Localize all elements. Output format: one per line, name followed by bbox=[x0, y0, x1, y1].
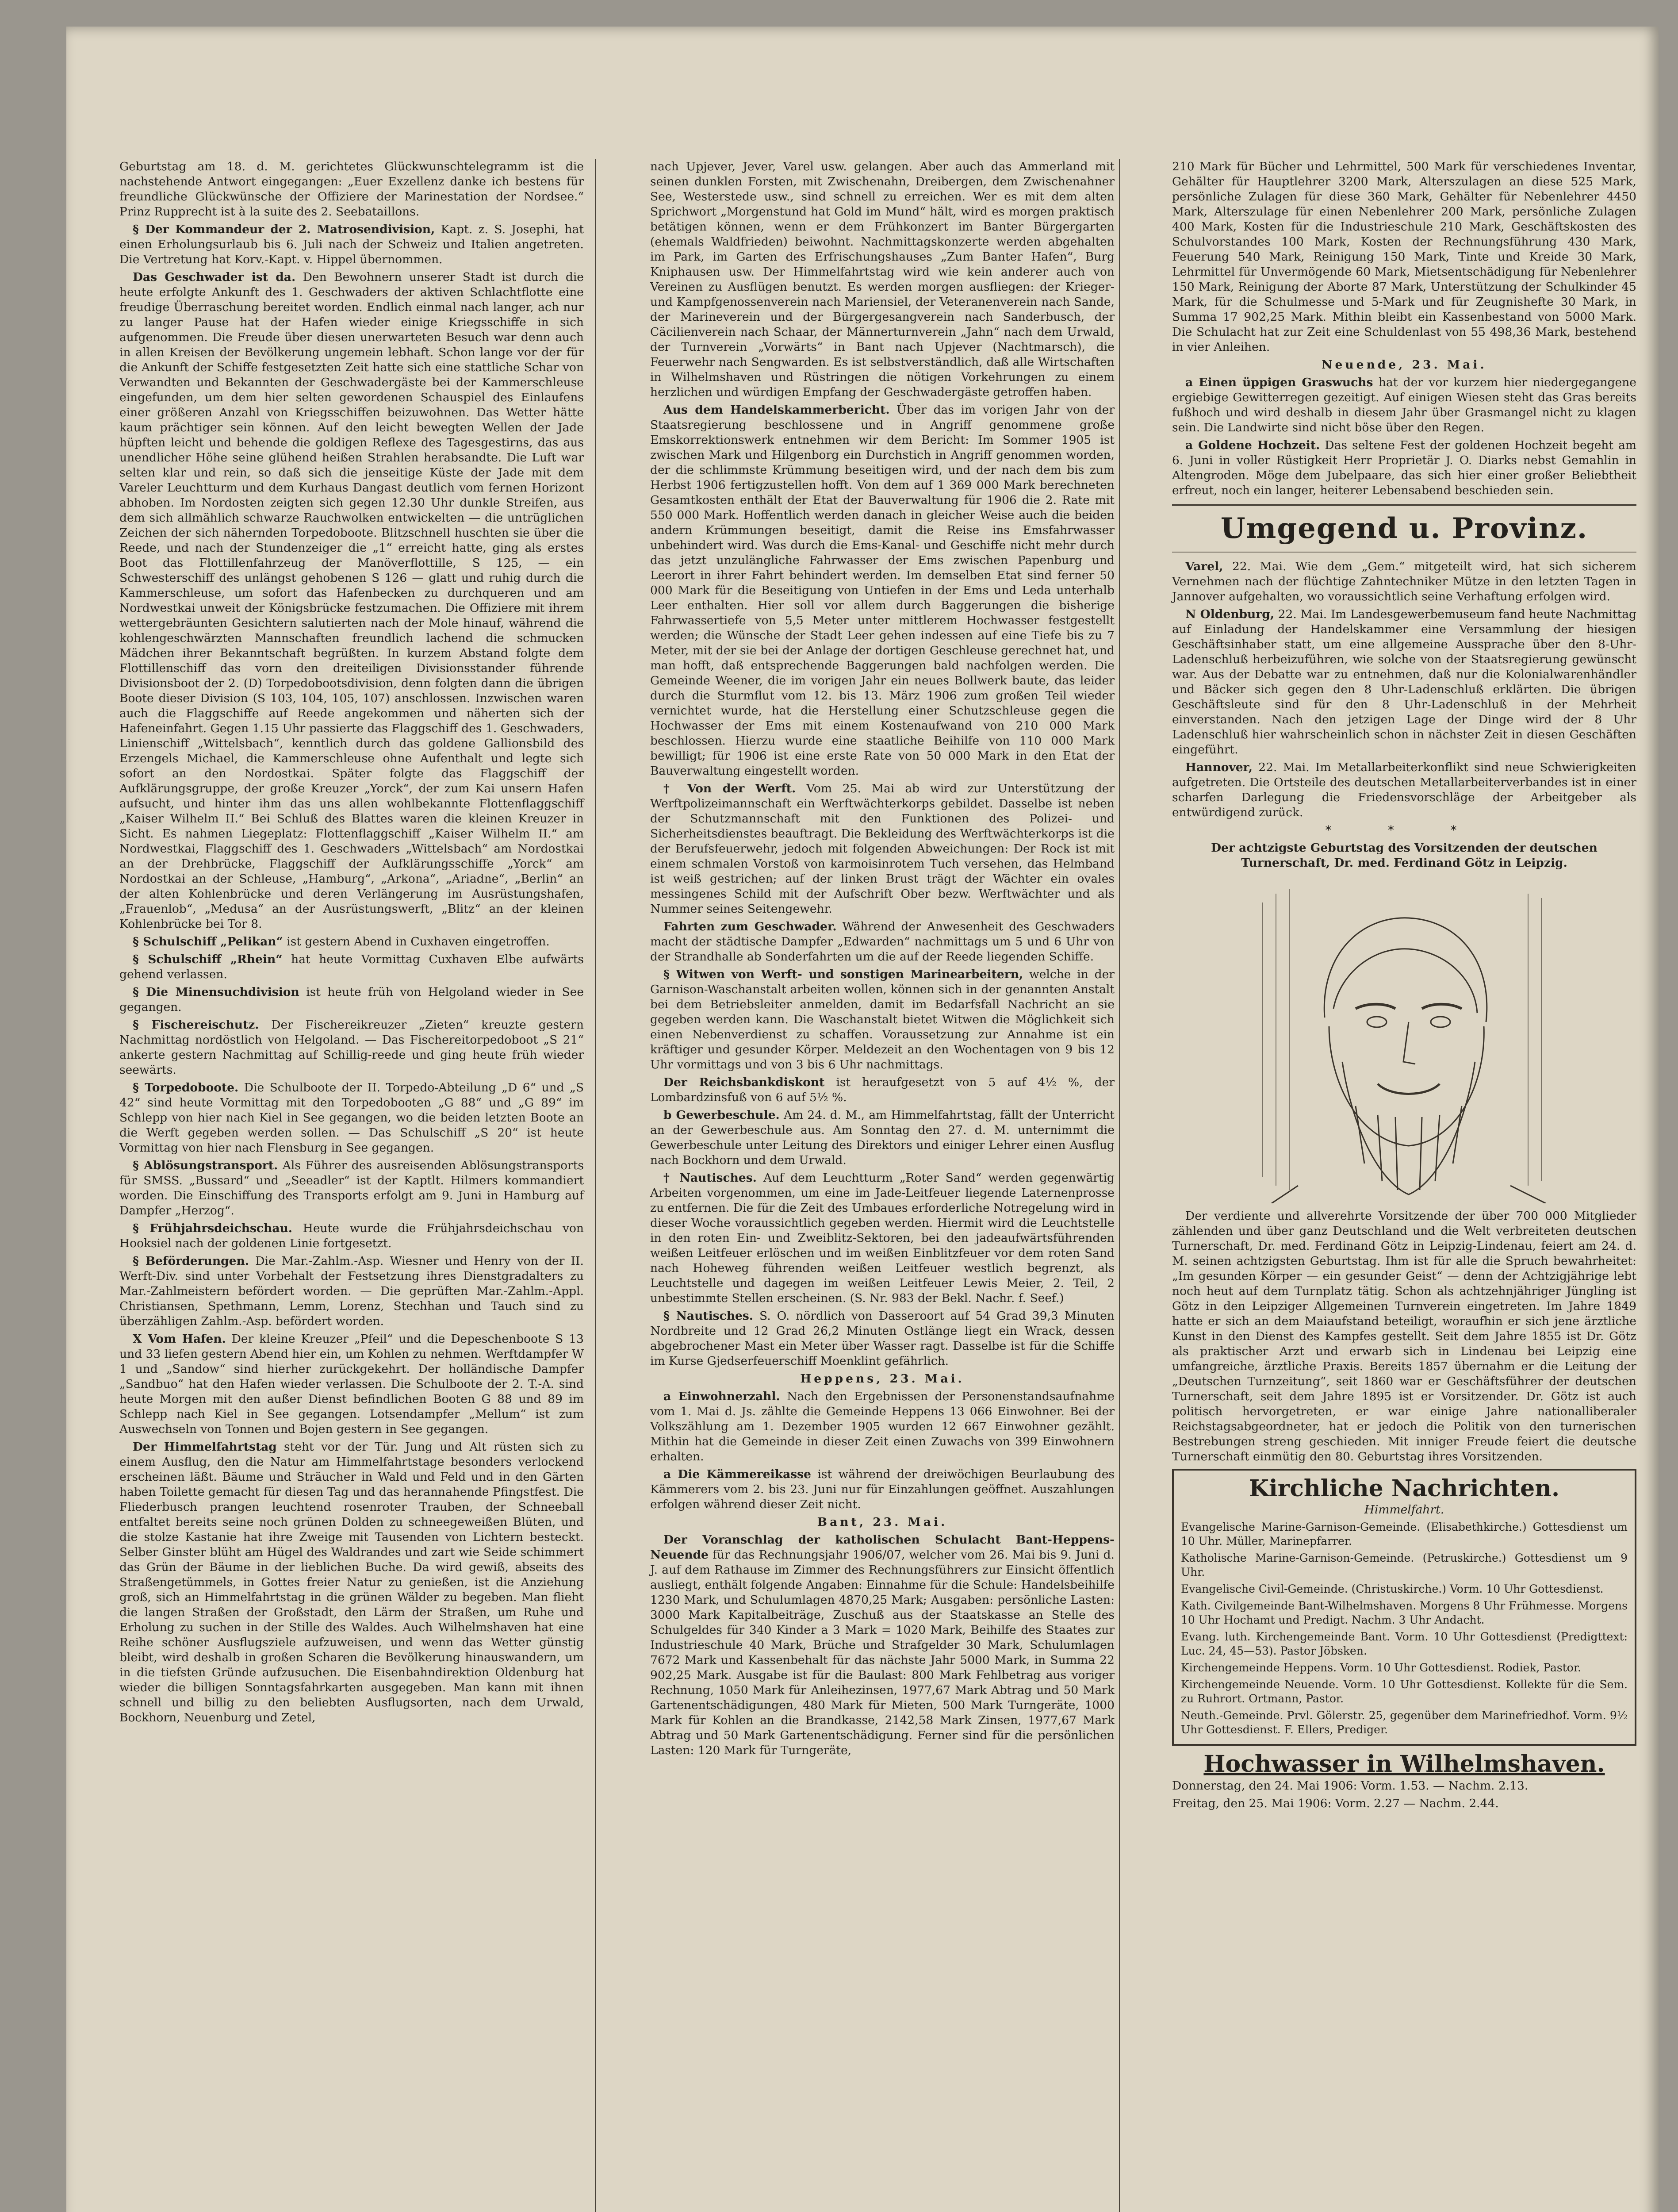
church-notice-item: Kath. Civilgemeinde Bant-Wilhelmshaven. Morgens 8 Uhr Frühmesse. Morgens 10 Uhr Hochamt und Predigt. Nachm. 3 Uhr Andacht. bbox=[1181, 1599, 1628, 1626]
article-body: Der kleine Kreuzer „Pfeil“ und die Depeschenboote S 13 und 33 liefen gestern Abend hier ein, um Kohlen zu nehmen. Werftdampfer W 1 und „Sandow“ sind hierher zurückgekehrt. Der holländische Dampfer „Sandbuo“ hat den Hafen wieder verlassen. Die Schulboote der 2. T.-A. sind heute Morgen mit den außer Dienst befindlichen Booten G 88 und 89 im Schlepp nach Kiel in See gegangen. Lotsendampfer „Mellum“ ist zum Auswechseln von Tonnen und Bojen gestern in See gegangen. bbox=[119, 1332, 584, 1436]
article-headline: § Fischereischutz. bbox=[133, 1018, 259, 1032]
article-body: hat heute Vormittag Cuxhaven Elbe aufwärts gehend verlassen. bbox=[119, 952, 584, 981]
article-headline: § Der Kommandeur der 2. Matrosendivision, bbox=[133, 223, 435, 236]
article-hafen bbox=[119, 1332, 584, 1437]
church-notice-item: Kirchengemeinde Heppens. Vorm. 10 Uhr Gottesdienst. Rodiek, Pastor. bbox=[1181, 1661, 1581, 1674]
article-body: Während der Anwesenheit des Geschwaders macht der städtische Dampfer „Edwarden“ nachmittags um 5 und 6 Uhr von der Strandhalle ab Sonderfahrten um die auf der Reede liegenden Schiffe. bbox=[650, 920, 1115, 964]
dateline-bant: Bant, 23. Mai. bbox=[817, 1515, 948, 1529]
article-body: 22. Mai. Im Metallarbeiterkonflikt sind neue Schwierigkeiten aufgetreten. Die Ortsteile des deutschen Metallarbeiterverbandes ist in einer scharfen Darlegung die Friedensvorschläge der Arbeitgeber als entwürdigend zurück. bbox=[1172, 760, 1636, 819]
column-2 bbox=[650, 159, 1115, 1761]
portrait-engraving bbox=[1245, 876, 1563, 1203]
article-body: welche in der Garnison-Waschanstalt arbeiten wollen, können sich in der genannten Anstalt bei dem Betriebsleiter anmelden, damit im Bedarfsfall Nachricht an sie gegeben werden kann. Die Waschanstalt bietet Witwen die Möglichkeit sich einen Nebenverdienst zu schaffen. Voraussetzung zur Annahme ist ein kräftiger und gesunder Körper. Meldezeit an den Wochentagen von 9 bis 12 Uhr vormittags und von 3 bis 6 Uhr nachmittags. bbox=[650, 968, 1115, 1071]
high-water-line: Donnerstag, den 24. Mai 1906: Vorm. 1.53. — Nachm. 2.13. bbox=[1172, 1779, 1529, 1793]
article-headline: X Vom Hafen. bbox=[133, 1332, 226, 1346]
article-body: ist heute früh von Helgoland wieder in See gegangen. bbox=[119, 985, 584, 1014]
article-body: Heute wurde die Frühjahrsdeichschau von Hooksiel nach der goldenen Linie fortgesetzt. bbox=[119, 1221, 584, 1250]
church-notice-item: Katholische Marine-Garnison-Gemeinde. (Petruskirche.) Gottesdienst um 9 Uhr. bbox=[1181, 1551, 1628, 1578]
church-notices-box bbox=[1172, 1469, 1636, 1746]
section-heading: Umgegend u. Provinz. bbox=[1220, 512, 1588, 545]
article-headline: a Die Kämmereikasse bbox=[663, 1467, 811, 1481]
article-headline: § Ablösungstransport. bbox=[133, 1159, 278, 1172]
article-werft bbox=[650, 781, 1115, 917]
article-headline: a Goldene Hochzeit. bbox=[1185, 438, 1320, 452]
article-body: steht vor der Tür. Jung und Alt rüsten sich zu einem Ausflug, den die Natur am Himmelfahrtstage besonders verlockend erscheinen läßt. Bäume und Sträucher in Wald und Feld und in den Gärten haben Toilette gemacht für diesen Tag und das herannahende Pfingstfest. Die Fliederbusch prangen leuchtend rosenroter Trauben, der Schneeball entfaltet bereits seine noch grünen Dolden zu schneegeweißen Blüten, und die stolze Kastanie hat ihre Zweige mit Tausenden von Lichtern besteckt. Selber Ginster blüht am Hügel des Waldrandes und zart wie Seide schimmert das Grün der Bäume in der lieblichen Buche. Da wird gewiß, abseits des Straßengetümmels, in Gottes freier Natur zu genießen, ist die Anziehung groß, sich an Himmelfahrtstag in die grünen Wälder zu begeben. Man flieht die langen Straßen der Großstadt, den Lärm der Straßen, um Ruhe und Erholung zu suchen in der Stille des Waldes. Auch Wilhelmshaven hat eine Reihe schöner Ausflugsziele aufzuweisen, und wenn das Wetter günstig bleibt, wird deshalb in großen Scharen die Bevölkerung hinauswandern, um in die tiefsten Gründe aufzusuchen. Die Eisenbahndirektion Oldenburg hat wieder die billigen Sonntagsfahrkarten ausgegeben. Man kann mit ihnen schnell und billig zu den beliebten Ausflugsorten, nach dem Urwald, Bockhorn, Neuenburg und Zetel, bbox=[119, 1440, 584, 1724]
article-headline: § Beförderungen. bbox=[133, 1254, 249, 1268]
article-einwohnerzahl bbox=[650, 1389, 1115, 1464]
separator-stars: * * * bbox=[1325, 823, 1483, 837]
church-notice-item: Evangelische Marine-Garnison-Gemeinde. (Elisabethkirche.) Gottesdienst um 10 Uhr. Müller, Marinepfarrer. bbox=[1181, 1521, 1628, 1548]
article-body: Über das im vorigen Jahr von der Staatsregierung beschlossene und in Angriff genommene große Emskorrektionswerk entnehmen wir dem Bericht: Im Sommer 1905 ist zwischen Mark und Hilgenborg ein Durchstich in Angriff genommen worden, der die schlimmste Krümmung beseitigen wird, und der nach dem bis zum Herbst 1906 fertigzustellen hofft. Von dem auf 1 369 000 Mark berechneten Gesamtkosten enthält der Etat der Bauverwaltung für 1906 die 2. Rate mit 550 000 Mark. Hoffentlich werden danach in gleicher Weise auch die beiden andern Krümmungen beseitigt, damit die Reise ins Emsfahrwasser unbehindert wird. Was durch die Ems-Kanal- und Geschiffe nicht mehr durch das jetzt unzulängliche Fahrwasser der Ems zwischen Papenburg und Leerort in ihrer Fahrt behindert werden. Im demselben Etat sind ferner 50 000 Mark für die Beseitigung von Untiefen in der Ems und Leda unterhalb Leer enthalten. Hier soll vor allem durch Baggerungen die bisherige Fahrwassertiefe von 5,5 Meter unter mittlerem Hochwasser festgestellt werden; die Wünsche der Stadt Leer gehen indessen auf eine Tiefe bis zu 7 Meter, mit der sie bei der Anlage der dortigen Geschleuse gerechnet hat, und man hofft, daß entsprechende Baggerungen bald nachfolgen werden. Die Gemeinde Weener, die im vorigen Jahr ein neues Bollwerk baute, das leider durch die Sturmflut vom 12. bis 13. März 1906 zum großen Teil wieder vernichtet wurde, hat die Herstellung einer Schutzschleuse gegen die Hochwasser der Ems mit einem Kostenaufwand von 210 000 Mark beschlossen. Hierzu wurde eine staatliche Beihilfe von 110 000 Mark bewilligt; für 1906 ist eine erste Rate von 50 000 Mark in den Etat der Bauverwaltung eingestellt worden. bbox=[650, 403, 1115, 778]
article-continuation: nach Upjever, Jever, Varel usw. gelangen. Aber auch das Ammerland mit seinen dunklen Forsten, mit Zwischenahn, Dreibergen, dem Zwischenahner See, Westerstede usw., sind schnell zu erreichen. Wer es mit dem alten Sprichwort „Morgenstund hat Gold im Mund“ hält, wird es morgen praktisch betätigen können, wenn er dem Frühkonzert im Banter Bürgergarten (ehemals Waldfrieden) beiwohnt. Nachmittagskonzerte werden abgehalten im Park, im Garten des Erfrischungshauses „Zum Banter Hafen“, Burg Kniphausen usw. Der Himmelfahrtstag wird wie kein anderer auch von Vereinen zu Ausflügen benutzt. Es werden morgen ausfliegen: der Krieger- und Kampfgenossenverein nach Mariensiel, der Veteranenverein nach Sande, der Marineverein und der Bürgergesangverein nach Sanderbusch, der Cäcilienverein nach Schaar, der Männerturnverein „Jahn“ nach dem Urwald, der Turnverein „Vorwärts“ in Bant nach Upjever (Nachtmarsch), die Feuerwehr nach Sengwarden. Es ist selbstverständlich, daß alle Wirtschaften in Wilhelmshaven und Rüstringen die nötigen Vorkehrungen zu einem herzlichen und würdigen Empfang der Geschwadergäste getroffen haben. bbox=[650, 160, 1115, 399]
column-1 bbox=[119, 159, 584, 1728]
article-voranschlag bbox=[650, 1532, 1115, 1758]
article-nautisches-1 bbox=[650, 1171, 1115, 1306]
article-headline: b Gewerbeschule. bbox=[663, 1108, 780, 1122]
article-headline: Der Voranschlag der katholischen Schulacht Bant-Heppens-Neuende bbox=[650, 1533, 1115, 1562]
article-continuation: Geburtstag am 18. d. M. gerichtetes Glückwunschtelegramm ist die nachstehende Antwort eingegangen: „Euer Exzellenz danke ich bestens für freundliche Glückwünsche der Offiziere der Marinestation der Nordsee.“ Prinz Rupprecht ist à la suite des 2. Seebataillons. bbox=[119, 160, 584, 219]
dateline-neuende: Neuende, 23. Mai. bbox=[1322, 358, 1487, 372]
article-rhein bbox=[119, 952, 584, 982]
article-body: für das Rechnungsjahr 1906/07, welcher vom 26. Mai bis 9. Juni d. J. auf dem Rathause im Zimmer des Rechnungsführers zur Einsicht öffentlich ausliegt, enthält folgende Angaben: Einnahme für die Schule: Handelsbeihilfe 1230 Mark, und Schulumlagen 4870,25 Mark; Ausgaben: persönliche Lasten: 3000 Mark Kapitalbeiträge, Zuschuß aus der Staatskasse an Stelle des Schulgeldes für 340 Kinder a 3 Mark = 1020 Mark, Beihilfe des Staates zur Industrieschule 40 Mark, Brüche und Strafgelder 30 Mark, Schulumlagen 7672 Mark und Kassenbehalt für das nächste Jahr 5000 Mark, in Summa 22 902,25 Mark. Ausgabe ist für die Baulast: 800 Mark Fehlbetrag aus voriger Rechnung, 1050 Mark für Anleihezinsen, 1977,67 Mark Abtrag und 50 Mark Gartenentschädigungen, 480 Mark für Mieten, 500 Mark Turngeräte, 1000 Mark für Kohlen an die Brandkasse, 2142,58 Mark Zinsen, 1977,67 Mark Abtrag und 50 Mark Gartenentschädigung. Ferner sind für die persönlichen Lasten: 120 Mark für Turngeräte, bbox=[650, 1548, 1115, 1757]
article-fischerei bbox=[119, 1018, 584, 1078]
article-body: Die Mar.-Zahlm.-Asp. Wiesner und Henry von der II. Werft-Div. sind unter Vorbehalt der Festsetzung ihres Dienstgradalters zu Mar.-Zahlmeistern befördert worden. — Die geprüften Mar.-Zahlm.-Appl. Christiansen, Spethmann, Lemm, Lorenz, Stechhan und Tauch sind zu überzähligen Zahlm.-Asp. befördert worden. bbox=[119, 1254, 584, 1328]
section-divider bbox=[1172, 504, 1636, 506]
article-headline: § Witwen von Werft- und sonstigen Marinearbeitern, bbox=[663, 968, 1023, 981]
high-water-title: Hochwasser in Wilhelmshaven. bbox=[1203, 1751, 1605, 1778]
article-kommandeur bbox=[119, 222, 584, 267]
article-body: S. O. nördlich von Dasseroort auf 54 Grad 39,3 Minuten Nordbreite und 12 Grad 26,2 Minuten Ostlänge liegt ein Wrack, dessen abgebrochener Mast ein Meter über Wasser ragt. Dasselbe ist für die Schiffe im Kurse Gjedserfeuerschiff Moenklint gefährlich. bbox=[650, 1309, 1115, 1368]
article-torpedoboote bbox=[119, 1080, 584, 1156]
article-pelikan bbox=[119, 934, 584, 949]
article-body: ist während der dreiwöchigen Beurlaubung des Kämmerers vom 2. bis 23. Juni nur für Einzahlungen geöffnet. Auszahlungen erfolgen während dieser Zeit nicht. bbox=[650, 1467, 1115, 1511]
article-headline: § Frühjahrsdeichschau. bbox=[133, 1221, 292, 1235]
article-body: Die Schulboote der II. Torpedo-Abteilung „D 6“ und „S 42“ sind heute Vormittag mit den Torpedobooten „G 88“ und „G 89“ im Schlepp von hier nach Kiel in See gegangen, wo die beiden letzten Boote an die Werft gegeben werden sollen. — Das Schulschiff „S 20“ ist heute Vormittag von hier nach Flensburg in See gegangen. bbox=[119, 1081, 584, 1155]
article-abloesung bbox=[119, 1158, 584, 1218]
newspaper-page bbox=[66, 27, 1659, 2212]
high-water-line: Freitag, den 25. Mai 1906: Vorm. 2.27 — Nachm. 2.44. bbox=[1172, 1797, 1499, 1810]
column-rule-right bbox=[1119, 159, 1120, 2212]
article-body: ist gestern Abend in Cuxhaven eingetroffen. bbox=[287, 935, 550, 949]
article-body: Auf dem Leuchtturm „Roter Sand“ werden gegenwärtig Arbeiten vorgenommen, um eine im Jade-Leitfeuer liegende Laternenprosse zu entfernen. Die für die Zeit des Umbaues erforderliche Notregelung wird in dieser Woche voraussichtlich gegeben werden. Hiermit wird die Leuchtstelle in den roten Ein- und Zweiblitz-Sektoren, bei den jadeaufwärtsführenden weißen Leitfeuer erlöschen und im weißen Einblitzfeuer vor dem roten Sand nach Hoheweg führenden weißen Leitfeuer westlich begrenzt, als Leuchtstelle und dagegen im weißen Leitfeuer Lewis Meier, 2. Teil, 2 unbestimmte Stellen erscheinen. (S. Nr. 983 der Bekl. Nachr. f. Seef.) bbox=[650, 1171, 1115, 1305]
article-body: 22. Mai. Wie dem „Gem.“ mitgeteilt wird, hat sich sicherem Vernehmen nach der flüchtige Zahntechniker Mütze in den letzten Tagen in Jannover aufgehalten, wo voraussichtlich seine Verhaftung erfolgen wird. bbox=[1172, 560, 1636, 603]
article-reichsbank bbox=[650, 1075, 1115, 1105]
article-headline: § Die Minensuchdivision bbox=[133, 985, 299, 999]
article-graswuchs bbox=[1172, 375, 1636, 435]
article-minensuch bbox=[119, 985, 584, 1015]
article-varel bbox=[1172, 559, 1636, 604]
article-goetz: Der verdiente und allverehrte Vorsitzende der über 700 000 Mitglieder zählenden und über ganz Deutschland und die Welt verbreiteten deutschen Turnerschaft, Dr. med. Ferdinand Götz in Leipzig-Lindenau, feiert am 24. d. M. seinen achtzigsten Geburtstag. Ihm ist für alle die Spruch bewahrheitet: „Im gesunden Körper — ein gesunder Geist“ — denn der Achtzigjährige lebt noch heut auf dem Turnplatz tätig. Schon als achtzehnjähriger Jüngling ist Götz in den Leipziger Allgemeinen Turnverein eingetreten. Im Jahre 1849 hatte er sich an dem Maiaufstand beteiligt, woraufhin er sich jene ärztliche Kunst in den Dienst des Kampfes gestellt. Seit dem Jahre 1855 ist Dr. Götz als praktischer Arzt und erwarb sich in Lindenau bei Leipzig eine umfangreiche, ärztliche Praxis. Bereits 1857 übernahm er die Leitung der „Deutschen Turnzeitung“, seit 1860 war er Geschäftsführer der deutschen Turnerschaft, seit dem Jahre 1895 ist er Vorsitzender. Dr. Götz ist auch politisch hervorgetreten, er war einige Jahre nationalliberaler Reichstagsabgeordneter, hat er jedoch die Politik von den turnerischen Bestrebungen streng geschieden. Mit inniger Freude feiert die deutsche Turnerschaft einmütig den 80. Geburtstag ihres Vorsitzenden. bbox=[1172, 1209, 1636, 1463]
article-fahrten bbox=[650, 919, 1115, 964]
article-headline: § Schulschiff „Pelikan“ bbox=[133, 935, 283, 949]
article-nautisches-2 bbox=[650, 1309, 1115, 1369]
dateline-heppens: Heppens, 23. Mai. bbox=[800, 1372, 965, 1386]
article-gewerbeschule bbox=[650, 1108, 1115, 1168]
article-headline: Hannover, bbox=[1185, 760, 1253, 774]
article-headline: Der Reichsbankdiskont bbox=[663, 1075, 825, 1089]
article-headline: Fahrten zum Geschwader. bbox=[663, 920, 837, 933]
article-headline: † Nautisches. bbox=[663, 1171, 757, 1185]
article-headline: Der achtzigste Geburtstag des Vorsitzenden der deutschen Turnerschaft, Dr. med. Ferdinand Götz in Leipzig. bbox=[1211, 841, 1598, 870]
article-body: Das seltene Fest der goldenen Hochzeit begeht am 6. Juni in voller Rüstigkeit Herr Proprietär J. O. Diarks nebst Gemahlin in Altengroden. Möge dem Jubelpaare, das sich hier einer großer Beliebtheit erfreut, noch ein langer, heiterer Lebensabend beschieden sein. bbox=[1172, 438, 1636, 497]
article-headline: † Von der Werft. bbox=[663, 782, 796, 795]
article-body: hat der vor kurzem hier niedergegangene ergiebige Gewitterregen gezeitigt. Auf einigen Wiesen steht das Gras bereits fußhoch und wird deshalb in diesem Jahr über Grasmangel nicht zu klagen sein. Die Landwirte sind nicht böse über den Regen. bbox=[1172, 376, 1636, 434]
article-headline: Varel, bbox=[1185, 560, 1223, 573]
article-headline: a Einwohnerzahl. bbox=[663, 1390, 780, 1403]
article-geschwader bbox=[119, 270, 584, 932]
article-kaemmereikasse bbox=[650, 1467, 1115, 1512]
church-notice-item: Evangelische Civil-Gemeinde. (Christuskirche.) Vorm. 10 Uhr Gottesdienst. bbox=[1181, 1582, 1604, 1595]
article-body: Als Führer des ausreisenden Ablösungstransports für SMSS. „Bussard“ und „Seeadler“ ist der Kaptlt. Hilmers kommandiert worden. Die Einschiffung des Transports erfolgt am 9. Juni in Hamburg auf Dampfer „Herzog“. bbox=[119, 1159, 584, 1217]
article-body: Nach den Ergebnissen der Personenstandsaufnahme vom 1. Mai d. Js. zählte die Gemeinde Heppens 13 066 Einwohner. Bei der Volkszählung am 1. Dezember 1905 wurden 12 667 Einwohner gezählt. Mithin hat die Gemeinde in dieser Zeit einen Zuwachs von 399 Einwohnern erhalten. bbox=[650, 1390, 1115, 1463]
church-notice-item: Neuth.-Gemeinde. Prvl. Gölerstr. 25, gegenüber dem Marinefriedhof. Vorm. 9½ Uhr Gottesdienst. F. Ellers, Prediger. bbox=[1181, 1709, 1628, 1736]
article-witwen bbox=[650, 967, 1115, 1072]
article-headline: a Einen üppigen Graswuchs bbox=[1185, 376, 1373, 389]
article-hochzeit bbox=[1172, 438, 1636, 498]
article-deichschau bbox=[119, 1221, 584, 1251]
article-body: Am 24. d. M., am Himmelfahrtstag, fällt der Unterricht an der Gewerbeschule aus. Am Sonntag den 27. d. M. unternimmt die Gewerbeschule unter Leitung des Direktors und einiger Lehrer einen Ausflug nach Bockhorn und dem Urwald. bbox=[650, 1108, 1115, 1167]
article-oldenburg bbox=[1172, 607, 1636, 757]
church-notices-title: Kirchliche Nachrichten. bbox=[1249, 1475, 1560, 1502]
article-handelskammer bbox=[650, 403, 1115, 779]
church-notices-subtitle: Himmelfahrt. bbox=[1364, 1503, 1444, 1517]
article-himmelfahrt bbox=[119, 1440, 584, 1725]
article-headline: § Schulschiff „Rhein“ bbox=[133, 952, 283, 966]
section-divider bbox=[1172, 552, 1636, 553]
church-notice-item: Kirchengemeinde Neuende. Vorm. 10 Uhr Gottesdienst. Kollekte für die Sem. zu Ruhrort. Ortmann, Pastor. bbox=[1181, 1678, 1628, 1705]
article-body: Der Fischereikreuzer „Zieten“ kreuzte gestern Nachmittag nordöstlich von Helgoland. — Das Fischereitorpedoboot „S 21“ ankerte gestern Nachmittag auf Schillig-reede und ging heute früh wieder seewärts. bbox=[119, 1018, 584, 1077]
article-headline: Aus dem Handelskammerbericht. bbox=[663, 403, 890, 417]
article-befoerderungen bbox=[119, 1254, 584, 1329]
article-body: Kapt. z. S. Josephi, hat einen Erholungsurlaub bis 6. Juli nach der Schweiz und Italien angetreten. Die Vertretung hat Korv.-Kapt. v. Hippel übernommen. bbox=[119, 223, 584, 266]
article-headline: Der Himmelfahrtstag bbox=[133, 1440, 277, 1454]
article-headline: N Oldenburg, bbox=[1185, 607, 1274, 621]
article-continuation: 210 Mark für Bücher und Lehrmittel, 500 Mark für verschiedenes Inventar, Gehälter für Hauptlehrer 3200 Mark, Alterszulagen an diese 525 Mark, persönliche Zulagen für diese 360 Mark, Gehälter für Nebenlehrer 4450 Mark, Alterszulage für einen Nebenlehrer 200 Mark, persönliche Zulagen 400 Mark, Kosten für die Industrieschule 210 Mark, Geschäftskosten des Schulvorstandes 100 Mark, Kosten der Rechnungsführung 430 Mark, Feuerung 540 Mark, Reinigung 150 Mark, Tinte und Kreide 30 Mark, Lehrmittel für Unvermögende 60 Mark, Mietsentschädigung für Nebenlehrer 150 Mark, Reinigung der Aborte 87 Mark, Unterstützung der Schulkinder 45 Mark, für die Schulmesse und 5-Mark und für Zeugnishefte 30 Mark, in Summa 17 902,25 Mark. Mithin bleibt ein Kassenbestand von 5000 Mark. Die Schulacht hat zur Zeit eine Schuldenlast von 55 498,36 Mark, bestehend in vier Anleihen. bbox=[1172, 160, 1636, 354]
article-body: 22. Mai. Im Landesgewerbemuseum fand heute Nachmittag auf Einladung der Handelskammer eine Versammlung der hiesigen Geschäftsinhaber statt, um eine allgemeine Aussprache über den 8-Uhr-Ladenschluß herbeizuführen, wie solche von der Staatsregierung gewünscht war. Aus der Debatte war zu entnehmen, daß nur die Kolonialwarenhändler und Bäcker sich gegen den 8 Uhr-Ladenschluß erklärten. Die übrigen Geschäftsleute sind für den 8 Uhr-Ladenschluß in der Mehrheit einverstanden. Nach den jetzigen Lage der Dinge wird der 8 Uhr Ladenschluß hier wahrscheinlich schon in nächster Zeit in diesen Geschäften eingeführt. bbox=[1172, 607, 1636, 757]
article-headline: Das Geschwader ist da. bbox=[133, 270, 296, 284]
article-body: Vom 25. Mai ab wird zur Unterstützung der Werftpolizeimannschaft ein Werftwächterkorps gebildet. Dasselbe ist neben der Schutzmannschaft mit den Funktionen des Polizei- und Sicherheitsdienstes beauftragt. Die Bekleidung des Werftwächterkorps ist die der Berufsfeuerwehr, jedoch mit folgenden Abweichungen: Der Rock ist mit einem schmalen Vorstoß von karmoisinrotem Tuch versehen, das Helmband ist weiß gestrichen; auf der linken Brust trägt der Wächter ein ovales messingenes Schild mit der Aufschrift Ober bezw. Werftwächter und als Nummer seines Seitengewehr. bbox=[650, 782, 1115, 916]
article-hannover bbox=[1172, 760, 1636, 820]
column-rule-left bbox=[595, 159, 596, 2212]
article-body: Den Bewohnern unserer Stadt ist durch die heute erfolgte Ankunft des 1. Geschwaders der aktiven Schlachtflotte eine freudige Überraschung bereitet worden. Endlich einmal nach langer, ach nur zu langer Pause hat der Hafen wieder einige Kriegsschiffe in sich aufgenommen. Die Freude über diesen unerwarteten Besuch war denn auch in allen Kreisen der Bevölkerung ungemein lebhaft. Schon lange vor der für die Ankunft der Schiffe festgesetzten Zeit hatte sich eine stattliche Schar von Verwandten und Bekannten der Geschwadergäste bei der Kammerschleuse eingefunden, um dem hier selten gewordenen Schauspiel des Einlaufens einer größeren Anzahl von Kriegsschiffen beizuwohnen. Das Wetter hätte kaum prächtiger sein können. Auf den leicht bewegten Wellen der Jade hüpften leicht und behende die goldigen Reflexe des Tagesgestirns, das aus unendlicher Höhe seine glühend heißen Strahlen herabsandte. Die Luft war selten klar und rein, so daß sich die jenseitige Küste der Jade mit dem Vareler Leuchtturm und dem Kurhaus Dangast deutlich vom fernen Horizont abhoben. Im Nordosten zeigten sich gegen 12.30 Uhr dunkle Streifen, aus dem sich allmählich schwarze Rauchwolken entwickelten — die untrüglichen Zeichen der sich nähernden Torpedoboote. Blitzschnell huschten sie über die Reede, und nach der Stundenzeiger die „1“ erreicht hatte, ging als erstes Boot das Flottillenfahrzeug der Manöverflottille, S 125, — ein Schwesterschiff des unlängst gehobenen S 126 — glatt und ruhig durch die Kammerschleuse, um sofort das Hafenbecken zu durchqueren und am Nordwestkai unweit der Königsbrücke festzumachen. Die Offiziere mit ihrem wettergebräunten Gesichtern salutierten nach der Mole hinauf, während die kohlengeschwärzten Mannschaften freundlich lachend die schmucken Mädchen ihrer Bekanntschaft begrüßten. In kurzem Abstand folgte dem Flottillenschiff das vorn den dreiteiligen Divisionsstander führende Divisionsboot der 2. (D) Torpedobootsdivision, denn folgten dann die übrigen Boote dieser Division (S 103, 104, 105, 107) anschlossen. Inzwischen waren auch die Flaggschiffe auf Reede angekommen und näherten sich der Hafeneinfahrt. Gegen 1.15 Uhr passierte das Flaggschiff des 1. Geschwaders, Linienschiff „Wittelsbach“, kenntlich durch das goldene Gallionsbild des Erzengels Michael, die Kammerschleuse ohne Aufenthalt und legte sich sofort an den Nordostkai. Später folgte das Flaggschiff der Aufklärungsgruppe, der große Kreuzer „Yorck“, der zum Kai unsern Hafen aufsucht, und hinter ihm das uns allen wohlbekannte Flottenflaggschiff „Kaiser Wilhelm II.“ Bei Schluß des Blattes waren die kleinen Kreuzer in Sicht. Es nahmen Liegeplatz: Flottenflaggschiff „Kaiser Wilhelm II.“ am Nordwestkai, Flaggschiff des 1. Geschwaders „Wittelsbach“ am Nordostkai an der Drehbrücke, Flaggschiff der Aufklärungsschiffe „Yorck“ am Nordostkai an der Schleuse, „Hamburg“, „Arkona“, „Ariadne“, „Berlin“ an der alten Kohlenbrücke und deren Verlängerung im Ausrüstungshafen, „Frauenlob“, „Medusa“ an der Ausrüstungswerft, „Blitz“ an der kleinen Kohlenbrücke bei Tor 8. bbox=[119, 270, 584, 931]
article-headline: § Torpedoboote. bbox=[133, 1081, 239, 1094]
article-headline: § Nautisches. bbox=[663, 1309, 753, 1323]
column-3 bbox=[1172, 159, 1636, 1814]
article-body: ist heraufgesetzt von 5 auf 4½ %, der Lombardzinsfuß von 6 auf 5½ %. bbox=[650, 1075, 1115, 1104]
church-notice-item: Evang. luth. Kirchengemeinde Bant. Vorm. 10 Uhr Gottesdienst (Predigttext: Luc. 24, 45—53). Pastor Jöbsken. bbox=[1181, 1630, 1628, 1657]
